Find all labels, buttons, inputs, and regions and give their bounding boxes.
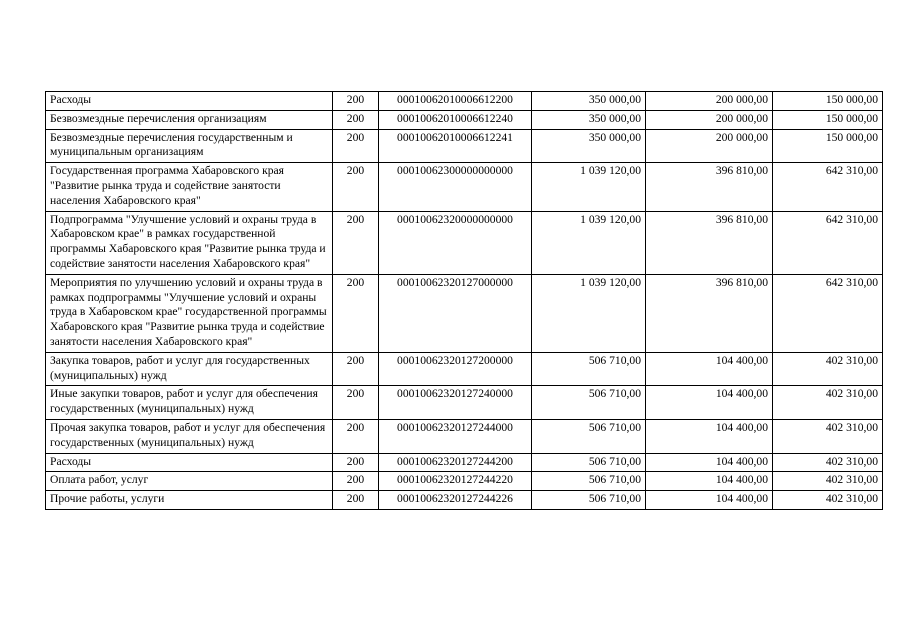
line-code-cell: 200 — [333, 453, 379, 472]
unexecuted-amount-cell: 402 310,00 — [773, 386, 883, 420]
executed-amount-cell: 200 000,00 — [646, 129, 773, 163]
unexecuted-amount-cell: 402 310,00 — [773, 491, 883, 510]
budget-code-cell: 00010062320127244000 — [379, 419, 532, 453]
assigned-amount-cell: 1 039 120,00 — [532, 274, 646, 352]
budget-code-cell: 00010062010006612241 — [379, 129, 532, 163]
executed-amount-cell: 200 000,00 — [646, 92, 773, 111]
assigned-amount-cell: 350 000,00 — [532, 110, 646, 129]
budget-code-cell: 00010062010006612200 — [379, 92, 532, 111]
executed-amount-cell: 104 400,00 — [646, 472, 773, 491]
expense-name-cell: Безвозмездные перечисления государственным и муниципальным организациям — [46, 129, 333, 163]
budget-code-cell: 00010062320127244200 — [379, 453, 532, 472]
expense-name-cell: Прочие работы, услуги — [46, 491, 333, 510]
table-row — [46, 352, 883, 386]
executed-amount-cell: 396 810,00 — [646, 163, 773, 211]
unexecuted-amount-cell: 642 310,00 — [773, 211, 883, 274]
line-code-cell: 200 — [333, 211, 379, 274]
executed-amount-cell: 396 810,00 — [646, 211, 773, 274]
line-code-cell: 200 — [333, 274, 379, 352]
assigned-amount-cell: 506 710,00 — [532, 472, 646, 491]
budget-code-cell: 00010062320127200000 — [379, 352, 532, 386]
table-row — [46, 274, 883, 352]
unexecuted-amount-cell: 402 310,00 — [773, 352, 883, 386]
line-code-cell: 200 — [333, 163, 379, 211]
table-row — [46, 491, 883, 510]
budget-code-cell: 00010062320127244226 — [379, 491, 532, 510]
unexecuted-amount-cell: 150 000,00 — [773, 92, 883, 111]
budget-code-cell: 00010062320127240000 — [379, 386, 532, 420]
budget-code-cell: 00010062010006612240 — [379, 110, 532, 129]
assigned-amount-cell: 350 000,00 — [532, 92, 646, 111]
assigned-amount-cell: 350 000,00 — [532, 129, 646, 163]
executed-amount-cell: 104 400,00 — [646, 453, 773, 472]
unexecuted-amount-cell: 642 310,00 — [773, 274, 883, 352]
unexecuted-amount-cell: 150 000,00 — [773, 110, 883, 129]
unexecuted-amount-cell: 150 000,00 — [773, 129, 883, 163]
expense-name-cell: Иные закупки товаров, работ и услуг для обеспечения государственных (муниципальных) нужд — [46, 386, 333, 420]
budget-code-cell: 00010062300000000000 — [379, 163, 532, 211]
table-row — [46, 472, 883, 491]
line-code-cell: 200 — [333, 110, 379, 129]
expense-name-cell: Безвозмездные перечисления организациям — [46, 110, 333, 129]
unexecuted-amount-cell: 642 310,00 — [773, 163, 883, 211]
executed-amount-cell: 104 400,00 — [646, 352, 773, 386]
table-row — [46, 129, 883, 163]
expense-name-cell: Государственная программа Хабаровского края "Развитие рынка труда и содействие занятости населения Хабаровского края" — [46, 163, 333, 211]
unexecuted-amount-cell: 402 310,00 — [773, 472, 883, 491]
budget-code-cell: 00010062320127000000 — [379, 274, 532, 352]
assigned-amount-cell: 506 710,00 — [532, 386, 646, 420]
table-row — [46, 211, 883, 274]
expense-name-cell: Подпрограмма "Улучшение условий и охраны труда в Хабаровском крае" в рамках государственной программы Хабаровского края "Развитие рынка труда и содействие занятости населения Хабаровского края" — [46, 211, 333, 274]
table-row — [46, 110, 883, 129]
budget-code-cell: 00010062320000000000 — [379, 211, 532, 274]
line-code-cell: 200 — [333, 491, 379, 510]
expense-name-cell: Расходы — [46, 92, 333, 111]
expense-name-cell: Закупка товаров, работ и услуг для государственных (муниципальных) нужд — [46, 352, 333, 386]
expense-name-cell: Прочая закупка товаров, работ и услуг для обеспечения государственных (муниципальных) нужд — [46, 419, 333, 453]
assigned-amount-cell: 1 039 120,00 — [532, 163, 646, 211]
executed-amount-cell: 104 400,00 — [646, 419, 773, 453]
line-code-cell: 200 — [333, 129, 379, 163]
line-code-cell: 200 — [333, 352, 379, 386]
line-code-cell: 200 — [333, 92, 379, 111]
table-row — [46, 453, 883, 472]
table-body — [46, 92, 883, 510]
expense-name-cell: Расходы — [46, 453, 333, 472]
executed-amount-cell: 396 810,00 — [646, 274, 773, 352]
expense-name-cell: Оплата работ, услуг — [46, 472, 333, 491]
executed-amount-cell: 104 400,00 — [646, 386, 773, 420]
budget-execution-table — [45, 91, 883, 510]
table-row — [46, 386, 883, 420]
executed-amount-cell: 200 000,00 — [646, 110, 773, 129]
line-code-cell: 200 — [333, 419, 379, 453]
assigned-amount-cell: 1 039 120,00 — [532, 211, 646, 274]
budget-code-cell: 00010062320127244220 — [379, 472, 532, 491]
unexecuted-amount-cell: 402 310,00 — [773, 453, 883, 472]
line-code-cell: 200 — [333, 472, 379, 491]
line-code-cell: 200 — [333, 386, 379, 420]
assigned-amount-cell: 506 710,00 — [532, 491, 646, 510]
table-row — [46, 419, 883, 453]
table-row — [46, 163, 883, 211]
assigned-amount-cell: 506 710,00 — [532, 419, 646, 453]
table-row — [46, 92, 883, 111]
unexecuted-amount-cell: 402 310,00 — [773, 419, 883, 453]
expense-name-cell: Мероприятия по улучшению условий и охраны труда в рамках подпрограммы "Улучшение условий и охраны труда в Хабаровском крае" государственной программы Хабаровского края "Развитие рынка труда и содействие занятости населения Хабаровского края" — [46, 274, 333, 352]
assigned-amount-cell: 506 710,00 — [532, 453, 646, 472]
executed-amount-cell: 104 400,00 — [646, 491, 773, 510]
assigned-amount-cell: 506 710,00 — [532, 352, 646, 386]
